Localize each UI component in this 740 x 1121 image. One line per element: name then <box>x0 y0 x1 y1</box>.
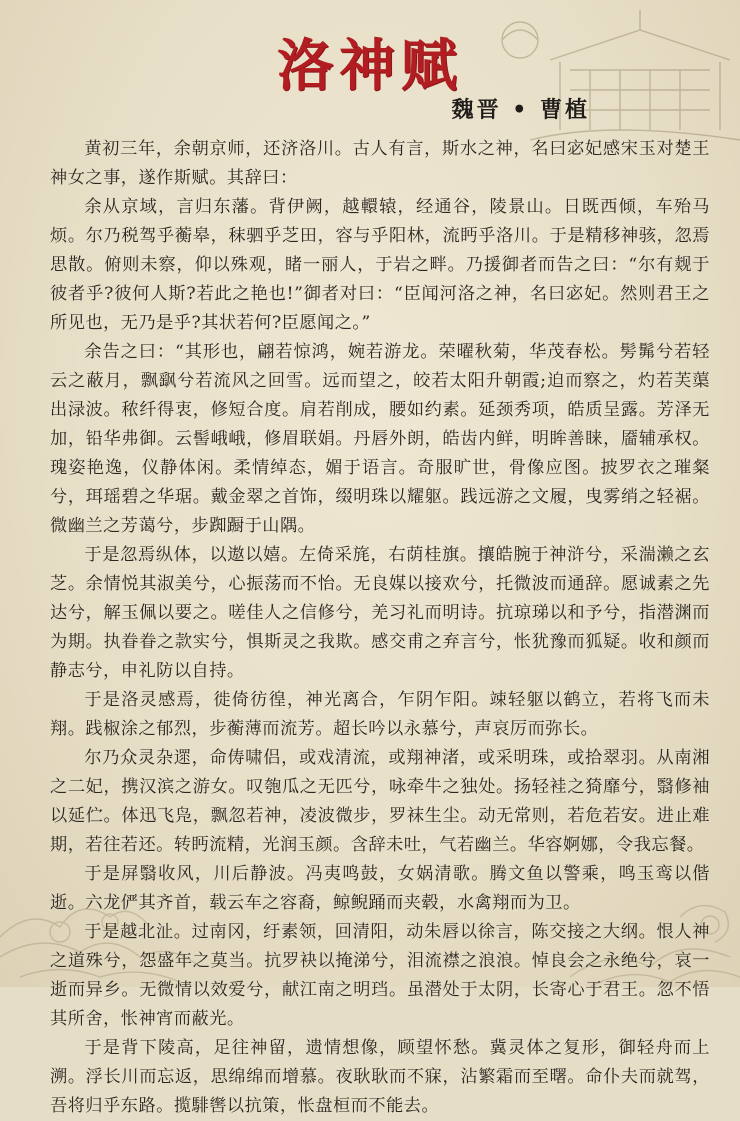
paragraph: 余告之曰：“其形也，翩若惊鸿，婉若游龙。荣曜秋菊，华茂春松。髣髴兮若轻云之蔽月，飘飖兮若流风之回雪。远而望之，皎若太阳升朝霞;迫而察之，灼若芙蕖出渌波。秾纤得衷，修短合度。肩若削成，腰如约素。延颈秀项，皓质呈露。芳泽无加，铅华弗御。云髻峨峨，修眉联娟。丹唇外朗，皓齿内鲜，明眸善睐，靥辅承权。瑰姿艳逸，仪静体闲。柔情绰态，媚于语言。奇服旷世，骨像应图。披罗衣之璀粲兮，珥瑶碧之华琚。戴金翠之首饰，缀明珠以耀躯。践远游之文履，曳雾绡之轻裾。微幽兰之芳蔼兮，步踟蹰于山隅。 <box>50 342 710 536</box>
paragraph: 于是越北沚。过南冈，纡素领，回清阳，动朱唇以徐言，陈交接之大纲。恨人神之道殊兮，怨盛年之莫当。抗罗袂以掩涕兮，泪流襟之浪浪。悼良会之永绝兮，哀一逝而异乡。无微情以效爱兮，献江南之明珰。虽潜处于太阴，长寄心于君王。忽不悟其所舍，怅神宵而蔽光。 <box>50 922 710 1029</box>
paragraph: 于是洛灵感焉，徙倚彷徨，神光离合，乍阴乍阳。竦轻躯以鹤立，若将飞而未翔。践椒涂之郁烈，步蘅薄而流芳。超长吟以永慕兮，声哀厉而弥长。 <box>50 690 710 739</box>
paragraph: 尔乃众灵杂遝，命俦啸侣，或戏清流，或翔神渚，或采明珠，或拾翠羽。从南湘之二妃，携汉滨之游女。叹匏瓜之无匹兮，咏牵牛之独处。扬轻袿之猗靡兮，翳修袖以延伫。体迅飞凫，飘忽若神，凌波微步，罗袜生尘。动无常则，若危若安。进止难期，若往若还。转眄流精，光润玉颜。含辞未吐，气若幽兰。华容婀娜，令我忘餐。 <box>50 748 710 855</box>
paragraph: 于是背下陵高，足往神留，遗情想像，顾望怀愁。冀灵体之复形，御轻舟而上溯。浮长川而忘返，思绵绵而增慕。夜耿耿而不寐，沾繁霜而至曙。命仆夫而就驾，吾将归乎东路。揽騑辔以抗策，怅盘桓而不能去。 <box>50 1038 710 1116</box>
paragraph: 余从京域，言归东藩。背伊阙，越轘辕，经通谷，陵景山。日既西倾，车殆马烦。尔乃税驾乎蘅皋，秣驷乎芝田，容与乎阳林，流眄乎洛川。于是精移神骇，忽焉思散。俯则未察，仰以殊观，睹一丽人，于岩之畔。乃援御者而告之曰：“尔有觌于彼者乎?彼何人斯?若此之艳也!”御者对曰：“臣闻河洛之神，名曰宓妃。然则君王之所见也，无乃是乎?其状若何?臣愿闻之。” <box>50 197 710 333</box>
poem-body <box>50 135 710 1121</box>
paragraph: 于是忽焉纵体，以遨以嬉。左倚采旄，右荫桂旗。攘皓腕于神浒兮，采湍濑之玄芝。余情悦其淑美兮，心振荡而不怡。无良媒以接欢兮，托微波而通辞。愿诚素之先达兮，解玉佩以要之。嗟佳人之信修兮，羌习礼而明诗。抗琼珶以和予兮，指潜渊而为期。执眷眷之款实兮，惧斯灵之我欺。感交甫之弃言兮，怅犹豫而狐疑。收和颜而静志兮，申礼防以自持。 <box>50 545 710 681</box>
author-line: 魏晋 • 曹植 <box>451 97 590 123</box>
paragraph: 黄初三年，余朝京师，还济洛川。古人有言，斯水之神，名曰宓妃感宋玉对楚王神女之事，遂作斯赋。其辞曰： <box>50 139 710 188</box>
paragraph: 于是屏翳收风，川后静波。冯夷鸣鼓，女娲清歌。腾文鱼以警乘，鸣玉鸾以偕逝。六龙俨其齐首，载云车之容裔，鲸鲵踊而夹毂，水禽翔而为卫。 <box>50 864 710 913</box>
page-title: 洛神赋 <box>277 33 463 99</box>
